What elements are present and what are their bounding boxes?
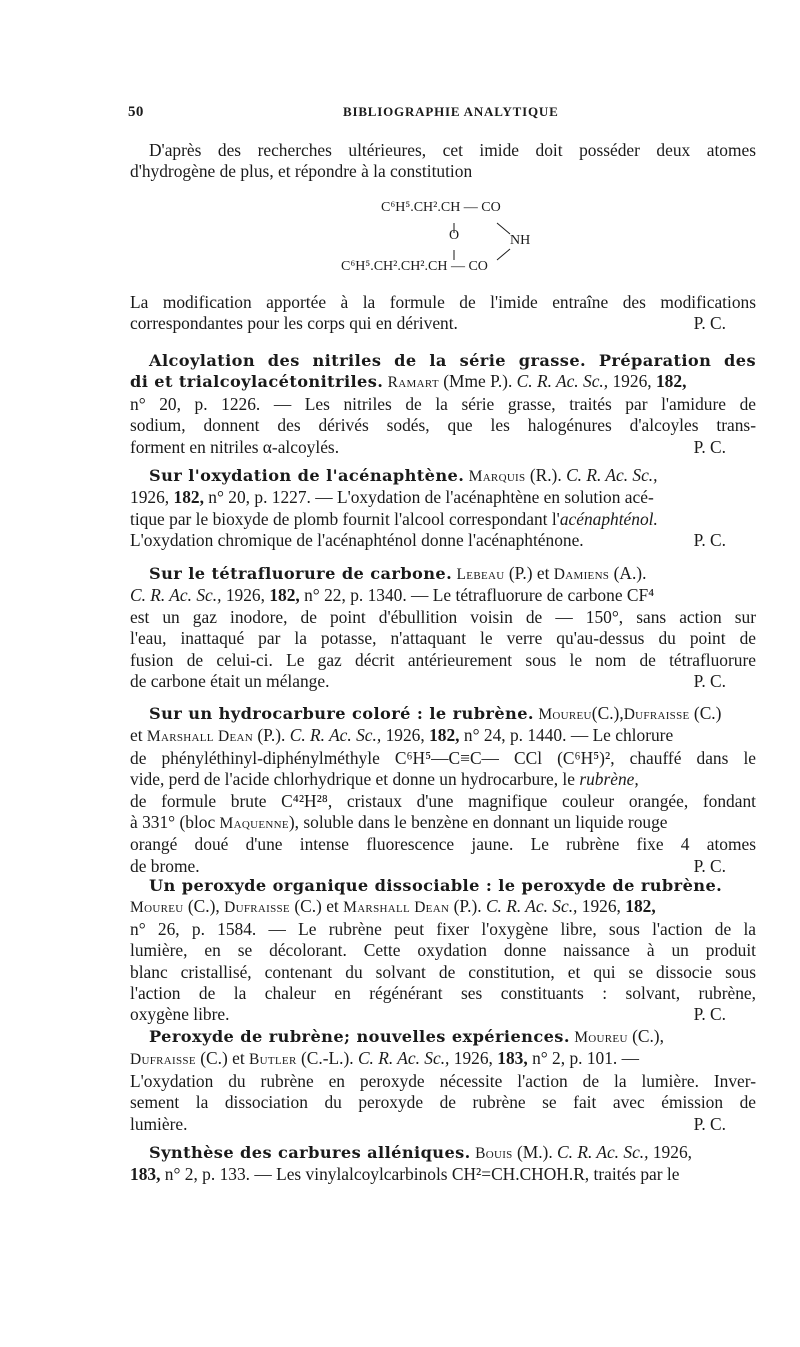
author: Dufraisse [130,1051,196,1069]
entry-line: sement la dissociation du peroxyde de rubrène se fait avec émission de [130,1092,756,1113]
year: 1926, [581,896,621,917]
entry-line: à 331° (bloc [130,812,216,833]
author: Marquis [468,468,526,485]
author-initials: (P.). [257,725,286,746]
signature: P. C. [693,855,726,876]
entry-peroxyde-organique [130,875,756,1026]
journal: C. R. Ac. Sc., [516,371,609,392]
author: Marshall Dean [343,899,450,917]
author: Maquenne [219,815,289,833]
author: Ramart [387,374,439,392]
italic-term: rubrène, [579,769,639,790]
modification-paragraph [130,292,756,335]
year: 1926, [612,371,652,392]
entry-line: de phényléthinyl-diphénylméthyle C⁶H⁵—C≡C— CCl (C⁶H⁵)², chauffé dans le [130,747,756,768]
page-number: 50 [128,104,144,120]
entry-line: forment en nitriles α-alcoylés. [130,436,340,457]
author: Lebeau [456,566,505,583]
signature: P. C. [693,313,726,334]
entry-peroxyde-rubrene [130,1026,756,1135]
entry-line: n° 20, p. 1227. — L'oxydation de l'acénaphtène en solution acé- [208,487,654,508]
journal: C. R. Ac. Sc., [485,896,578,917]
entry-title: Synthèse des carbures alléniques. [149,1143,471,1162]
entry-line: lumière, en se décolorant. Cette oxydation donne naissance à un produit [130,940,756,961]
volume: 183, [497,1048,528,1069]
author: Moureu [538,706,592,723]
entry-acenaphtene [130,465,756,552]
year: 1926, [453,1048,493,1069]
entry-line: oxygène libre. [130,1004,230,1025]
entry-line: n° 26, p. 1584. — Le rubrène peut fixer l'oxygène libre, sous l'action de la [130,918,756,939]
entry-line: vide, perd de l'acide chlorhydrique et donne un hydrocarbure, le [130,769,575,790]
author: Damiens [553,566,610,583]
author-initials: (A.). [613,563,647,583]
entry-line: de carbone était un mélange. [130,671,330,692]
author-initials: (C.), [632,1026,664,1046]
journal: C. R. Ac. Sc., [557,1142,649,1162]
entry-line: n° 2, p. 101. — [532,1048,640,1069]
year: 1926, [385,725,425,746]
running-title: BIBLIOGRAPHIE ANALYTIQUE [343,104,559,119]
journal: C. R. Ac. Sc., [289,725,382,746]
formula-bottom: C⁶H⁵.CH².CH².CH — CO [341,259,488,274]
formula-top: C⁶H⁵.CH².CH — CO [381,200,501,215]
entry-title: Un peroxyde organique dissociable : le peroxyde de rubrène. [149,876,723,895]
volume: 182, [625,896,656,917]
entry-line: orangé doué d'une intense fluorescence jaune. Le rubrène fixe 4 atomes [130,834,756,855]
author-initials: (C.), [591,703,624,723]
author-initials: (C.) [693,703,722,723]
entry-line: n° 22, p. 1340. — Le tétrafluorure de carbone CF⁴ [304,585,655,606]
entry-line: de formule brute C⁴²H²⁸, cristaux d'une magnifique couleur orangée, fondant [130,790,756,811]
entry-line: est un gaz inodore, de point d'ébullition voisin de — 150°, sans action sur [130,606,756,627]
entry-line: n° 20, p. 1226. — Les nitriles de la série grasse, traités par l'amidure de [130,393,756,414]
entry-line: l'action de la chaleur en régénérant ses constituants : solvant, rubrène, [130,983,756,1004]
entry-title: Alcoylation des nitriles de la série grasse. Préparation des [149,351,756,370]
entry-line: n° 24, p. 1440. — Le chlorure [463,725,674,746]
entry-line: L'oxydation chromique de l'acénaphténol donne l'acénaphténone. [130,530,584,551]
entry-line: ), soluble dans le benzène en donnant un liquide rouge [288,812,668,833]
entry-line: tique par le bioxyde de plomb fournit l'alcool correspondant l' [130,508,560,529]
structural-formula [341,200,560,276]
author: Dufraisse [623,706,690,723]
author-initials: (C.), [187,896,220,917]
intro-paragraph [130,140,756,183]
entry-line: blanc cristallisé, contenant du solvant de constitution, et qui se dissocie sous [130,961,756,982]
entry-line: L'oxydation du rubrène en peroxyde nécessite l'action de la lumière. Inver- [130,1070,756,1091]
year: 1926, [652,1142,692,1162]
volume: 183, [130,1164,161,1185]
entry-title: Sur le tétrafluorure de carbone. [149,564,453,583]
volume: 182, [173,487,204,508]
author: Dufraisse [224,899,290,917]
italic-term: acénaphténol. [559,508,658,529]
entry-title: di et trialcoylacétonitriles. [130,372,384,392]
author-initials: (Mme P.). [443,371,513,392]
bond-line [497,249,510,260]
signature: P. C. [693,671,726,692]
signature: P. C. [693,1113,726,1134]
modif-line: La modification apportée à la formule de l'imide entraîne des modifications [130,292,756,312]
bond-line [497,223,510,234]
journal: C. R. Ac. Sc., [357,1048,450,1069]
author-initials: (P.). [453,896,482,917]
volume: 182, [269,585,300,606]
entry-carbures-alleniques [130,1142,756,1186]
signature: P. C. [693,1004,726,1025]
author: Moureu [574,1029,628,1046]
year: 1926, [130,487,170,508]
modif-line: correspondantes pour les corps qui en dérivent. [130,313,458,334]
conjunction: et [130,725,143,746]
entry-title: Sur l'oxydation de l'acénaphtène. [149,466,465,485]
author: Butler [249,1051,297,1069]
intro-line: D'après des recherches ultérieures, cet imide doit posséder deux atomes [149,140,756,160]
entry-alcoylation [130,350,756,458]
entry-line: n° 2, p. 133. — Les vinylalcoylcarbinols CH²=CH.CHOH.R, traités par le [164,1164,680,1185]
entry-tetrafluorure [130,563,756,692]
signature: P. C. [693,436,726,457]
author-initials: (P.) et [508,563,550,583]
volume: 182, [655,371,687,392]
author: Moureu [130,899,184,917]
formula-nh: NH [510,233,531,248]
volume: 182, [429,725,460,746]
entry-line: l'eau, inattaqué par la potasse, n'attaquant le verre qu'au-dessus du point de [130,628,756,649]
author-initials: (R.). [529,465,562,485]
journal: C. R. Ac. Sc., [566,465,658,485]
entry-line: lumière. [130,1113,188,1134]
author: Bouis [475,1145,513,1162]
formula-oxygen: O [449,228,460,243]
author-initials: (C.-L.). [300,1048,354,1069]
entry-rubrene [130,703,756,877]
author-initials: (M.). [516,1142,553,1162]
entry-line: de brome. [130,855,200,876]
entry-title: Peroxyde de rubrène; nouvelles expériences. [149,1027,570,1046]
year: 1926, [225,585,265,606]
author-initials: (C.) et [200,1048,245,1069]
journal: C. R. Ac. Sc., [130,585,222,606]
author-initials: (C.) et [294,896,339,917]
intro-line: d'hydrogène de plus, et répondre à la constitution [130,161,473,182]
entry-line: sodium, donnent des dérivés sodés, que les halogénures d'alcoyles trans- [130,415,756,436]
author: Marshall Dean [146,728,254,746]
signature: P. C. [693,530,726,551]
entry-title: Sur un hydrocarbure coloré : le rubrène. [149,704,534,723]
entry-line: fusion de celui-ci. Le gaz décrit antérieurement sous le nom de tétrafluorure [130,649,756,670]
running-header [128,104,756,124]
